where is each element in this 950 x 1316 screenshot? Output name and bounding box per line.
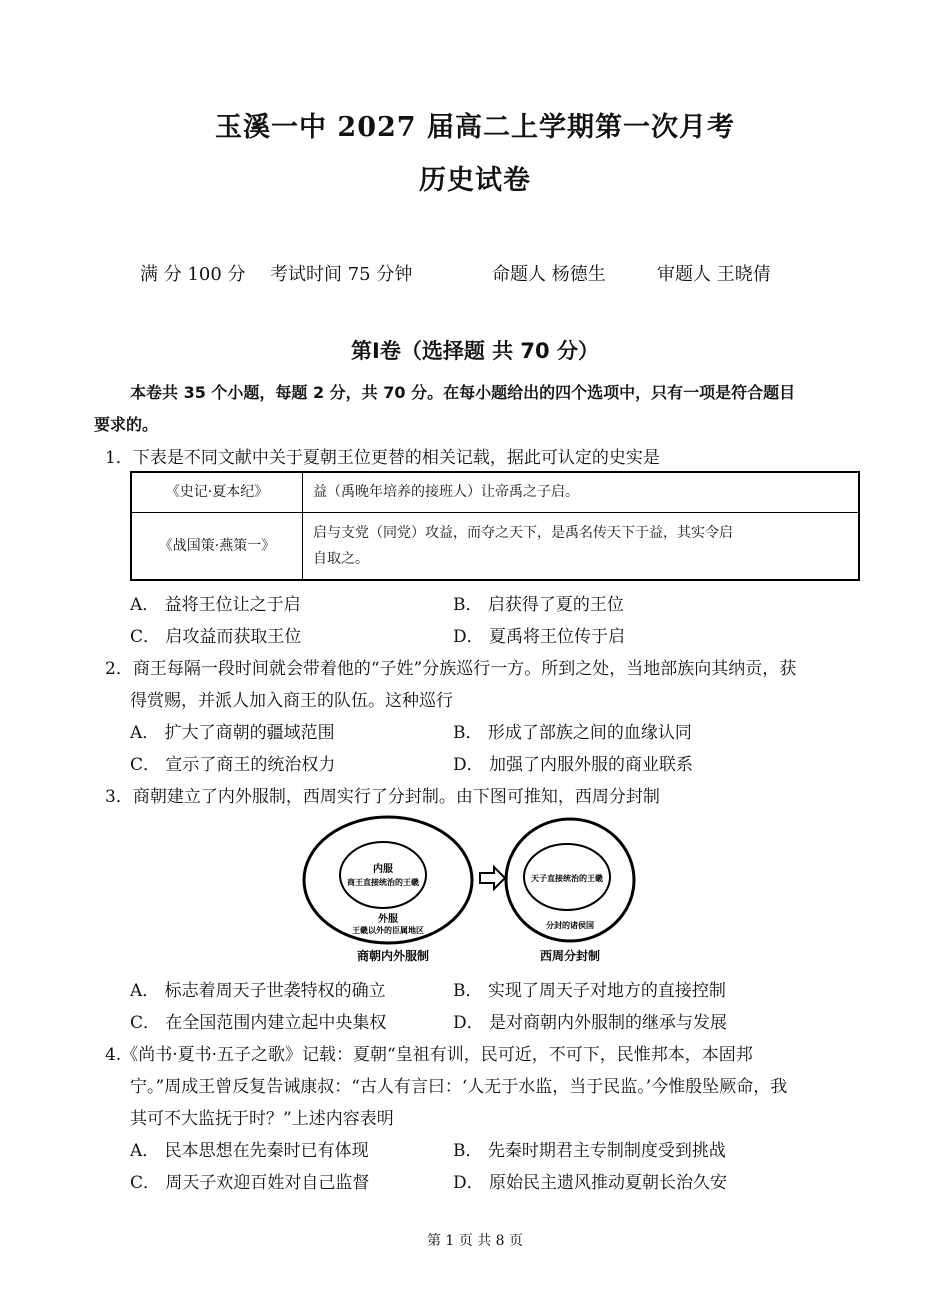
right-caption: 西周分封制 (539, 949, 601, 963)
instruction-line-2: 要求的。 (94, 415, 159, 434)
table-source-cell: 《战国策·燕策一》 (131, 512, 303, 580)
left-outer-text: 王畿以外的臣属地区 (352, 926, 424, 935)
section-title: 第Ⅰ卷（选择题 共 70 分） (351, 339, 599, 363)
table-row (131, 512, 859, 580)
question-setter: 命题人 杨德生 (492, 264, 606, 285)
q1-option-c: C． 启攻益而获取王位 (130, 627, 302, 647)
q1-stem: 1．下表是不同文献中关于夏朝王位更替的相关记载，据此可认定的史实是 (105, 448, 660, 468)
q4-stem-line-2: 宁。”周成王曾反复告诫康叔：“古人有言曰：‘人无于水监，当于民监。’今惟殷坠厥命，我 (130, 1077, 788, 1097)
right-inner-text: 天子直接统治的王畿 (531, 874, 603, 883)
exam-title: 玉溪一中 2027 届高二上学期第一次月考 (215, 112, 735, 143)
table-text-cell: 益（禹晚年培养的接班人）让帝禹之子启。 (303, 472, 860, 512)
full-score: 满 分 100 分 (140, 264, 246, 285)
q2-stem-line-1: 2．商王每隔一段时间就会带着他的“子姓”分族巡行一方。所到之处，当地部族向其纳贡，获 (105, 659, 797, 679)
left-outer-title: 外服 (378, 914, 398, 925)
inner-circle-left (340, 842, 426, 908)
left-caption: 商朝内外服制 (356, 949, 430, 963)
exam-time: 考试时间 75 分钟 (270, 264, 413, 285)
table-text-line: 自取之。 (313, 550, 369, 567)
right-outer-text: 分封的诸侯国 (546, 921, 594, 930)
q3-option-d: D． 是对商朝内外服制的继承与发展 (453, 1013, 728, 1033)
page-number: 第 1 页 共 8 页 (426, 1233, 524, 1249)
q3-diagram (300, 815, 650, 965)
q2-stem-line-2: 得赏赐，并派人加入商王的队伍。这种巡行 (130, 691, 453, 711)
q3-option-c: C． 在全国范围内建立起中央集权 (130, 1013, 387, 1033)
q2-option-d: D． 加强了内服外服的商业联系 (453, 755, 694, 775)
right-arrow-icon (480, 867, 505, 889)
table-text-line: 启与支党（同党）攻益，而夺之天下，是禹名传天下于益，其实令启 (313, 524, 733, 541)
instruction-line-1: 本卷共 35 个小题，每题 2 分，共 70 分。在每小题给出的四个选项中，只有一项是符合题目 (130, 383, 796, 402)
exam-subtitle: 历史试卷 (419, 165, 531, 196)
q4-stem-line-1: 4.《尚书·夏书·五子之歌》记载：夏朝“皇祖有训，民可近，不可下，民惟邦本，本固邦 (105, 1045, 753, 1065)
q1-source-table (130, 471, 860, 581)
q4-option-d: D． 原始民主遗风推动夏朝长治久安 (453, 1173, 728, 1193)
q3-option-b: B． 实现了周天子对地方的直接控制 (453, 981, 726, 1001)
q3-stem: 3．商朝建立了内外服制，西周实行了分封制。由下图可推知，西周分封制 (105, 787, 660, 807)
q1-option-d: D． 夏禹将王位传于启 (453, 627, 626, 647)
q1-option-a: A． 益将王位让之于启 (130, 595, 301, 615)
q4-option-a: A． 民本思想在先秦时已有体现 (130, 1141, 369, 1161)
table-text-cell (303, 512, 860, 580)
q3-option-a: A． 标志着周天子世袭特权的确立 (130, 981, 386, 1001)
q4-option-c: C． 周天子欢迎百姓对自己监督 (130, 1173, 370, 1193)
left-inner-text: 商王直接统治的王畿 (347, 878, 419, 887)
q2-option-c: C． 宣示了商王的统治权力 (130, 755, 336, 775)
q1-option-b: B． 启获得了夏的王位 (453, 595, 624, 615)
table-row (131, 472, 859, 512)
q2-option-a: A． 扩大了商朝的疆域范围 (130, 723, 335, 743)
q2-option-b: B． 形成了部族之间的血缘认同 (453, 723, 692, 743)
table-source-cell: 《史记·夏本纪》 (131, 472, 303, 512)
q4-stem-line-3: 其可不大监抚于时？”上述内容表明 (130, 1109, 394, 1129)
q4-option-b: B． 先秦时期君主专制制度受到挑战 (453, 1141, 726, 1161)
question-reviewer: 审题人 王晓倩 (657, 264, 771, 285)
left-inner-title: 内服 (373, 864, 393, 875)
